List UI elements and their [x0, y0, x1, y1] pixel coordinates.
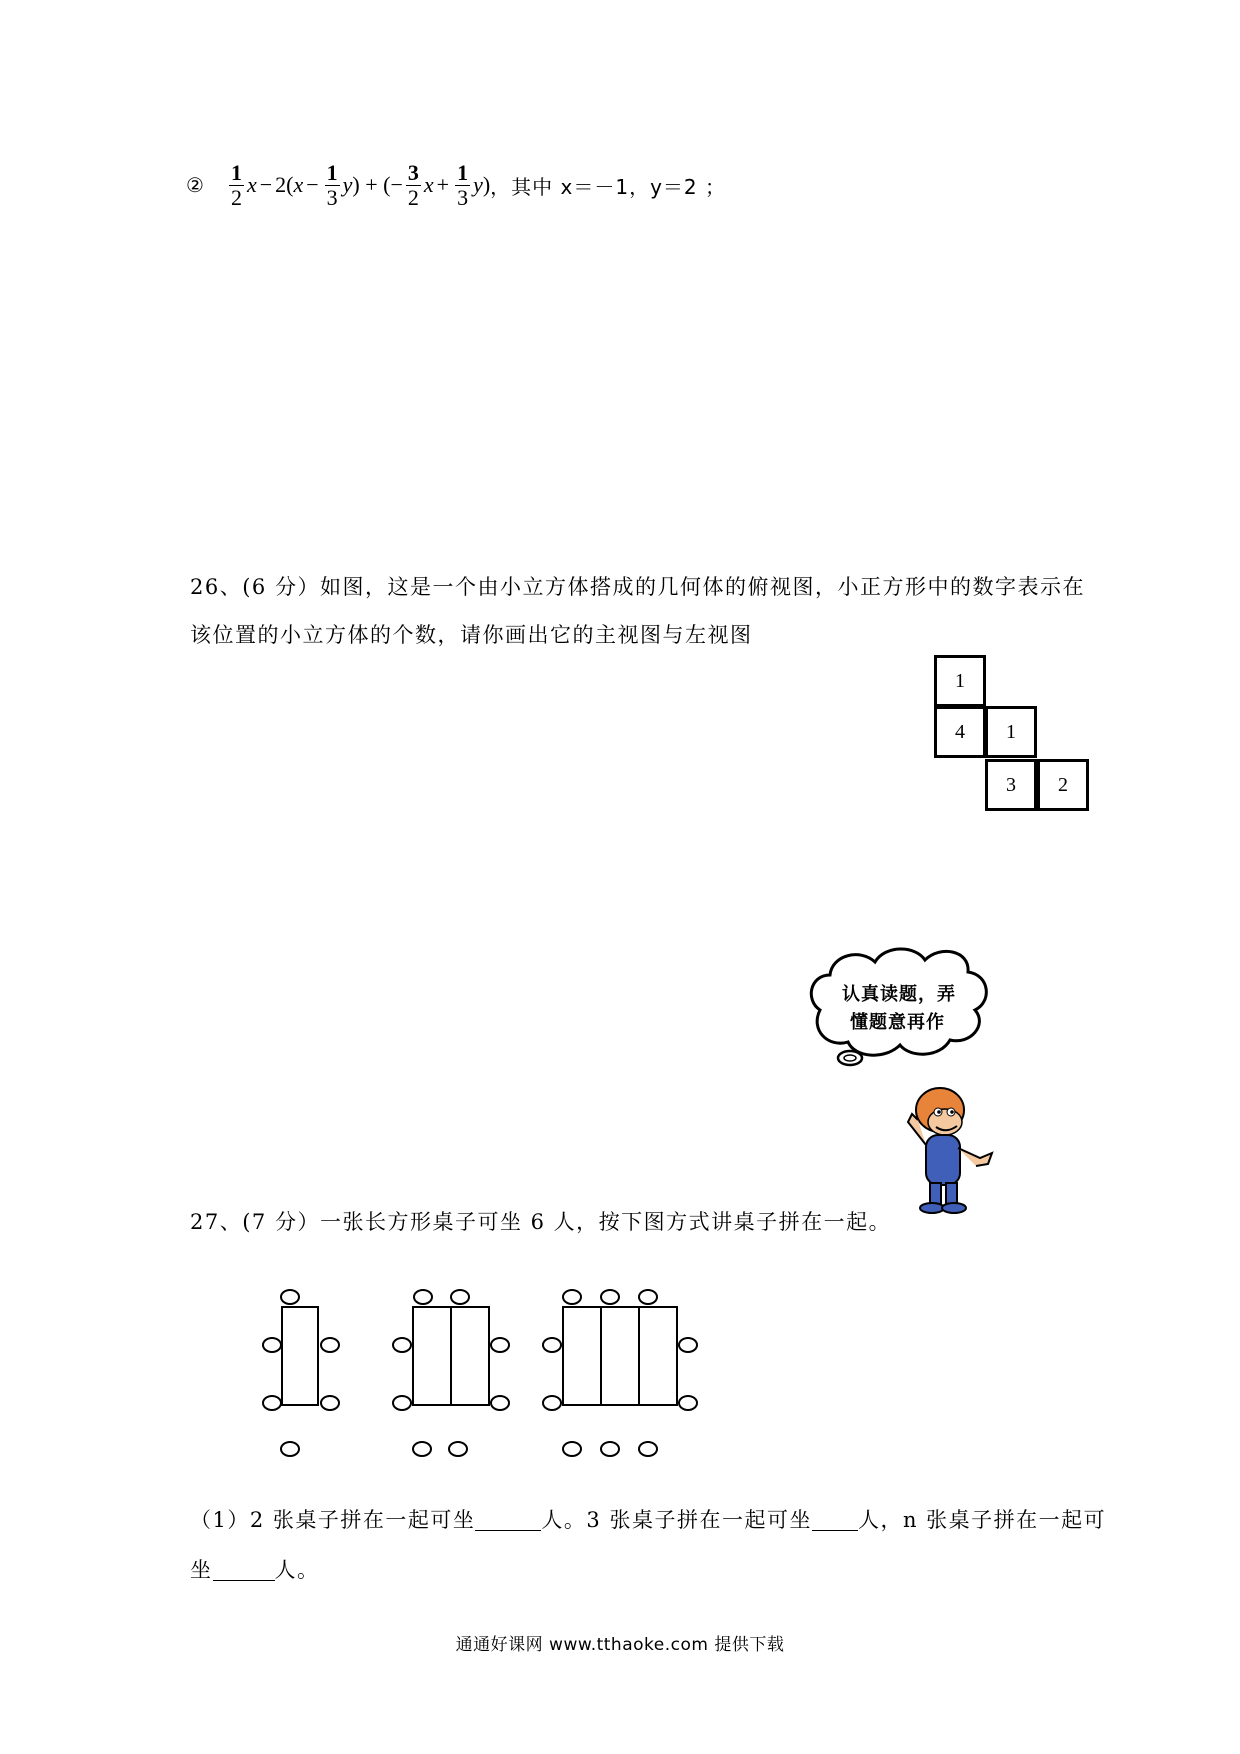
- term: 2(: [275, 172, 294, 197]
- term: ) + (−: [352, 172, 403, 197]
- operator: −: [259, 172, 273, 197]
- answer-blank-2[interactable]: [812, 1508, 858, 1531]
- grid-cell: 3: [985, 759, 1037, 811]
- problem-27-question-1-line-2: 坐 人。: [190, 1558, 320, 1582]
- variable: x: [246, 172, 257, 197]
- fraction: $\frac{3}{2}$: [407, 159, 419, 210]
- top-view-grid: [934, 655, 1094, 820]
- grid-cell: 1: [985, 706, 1037, 758]
- table-arrangement-figure: [250, 1285, 710, 1485]
- operator: −: [306, 172, 319, 197]
- fraction: $\frac{1}{3}$: [326, 159, 338, 210]
- grid-cell: 2: [1037, 759, 1089, 811]
- table-group-2: [393, 1290, 509, 1456]
- grid-cell: 1: [934, 655, 986, 707]
- problem-26-line-1: 26、(6 分）如图，这是一个由小立方体搭成的几何体的俯视图，小正方形中的数字表示在: [190, 575, 1085, 599]
- equation-line: [186, 150, 726, 220]
- problem-27-stem: 27、(7 分）一张长方形桌子可坐 6 人，按下图方式讲桌子拼在一起。: [190, 1210, 892, 1234]
- answer-blank-1[interactable]: [475, 1508, 541, 1531]
- answer-blank-3[interactable]: [213, 1558, 275, 1581]
- fraction: $\frac{1}{3}$: [457, 159, 469, 210]
- fraction: $\frac{1}{2}$: [230, 159, 242, 210]
- table-group-1: [263, 1290, 339, 1456]
- variable: y: [473, 172, 483, 197]
- monkey-icon: [908, 1088, 992, 1213]
- problem-27-question-1-line-1: （1）2 张桌子拼在一起可坐 人。3 张桌子拼在一起可坐 人，n 张桌子拼在一起可: [190, 1508, 1107, 1532]
- variable: x: [423, 172, 434, 197]
- table-group-3: [543, 1290, 697, 1456]
- item-marker: ②: [186, 173, 204, 197]
- speech-bubble-text: 认真读题，弄 懂题意再作: [842, 984, 956, 1033]
- variable: y: [342, 172, 353, 197]
- operator: +: [436, 172, 450, 197]
- page-footer: 通通好课网 www.tthaoke.com 提供下载: [455, 1635, 785, 1655]
- grid-cell: 4: [934, 706, 986, 758]
- variable: x: [293, 172, 304, 197]
- condition-text: ，其中 x＝－1，y＝2 ；: [490, 174, 726, 199]
- term: ): [482, 172, 491, 197]
- problem-26-line-2: 该位置的小立方体的个数，请你画出它的主视图与左视图: [190, 623, 753, 647]
